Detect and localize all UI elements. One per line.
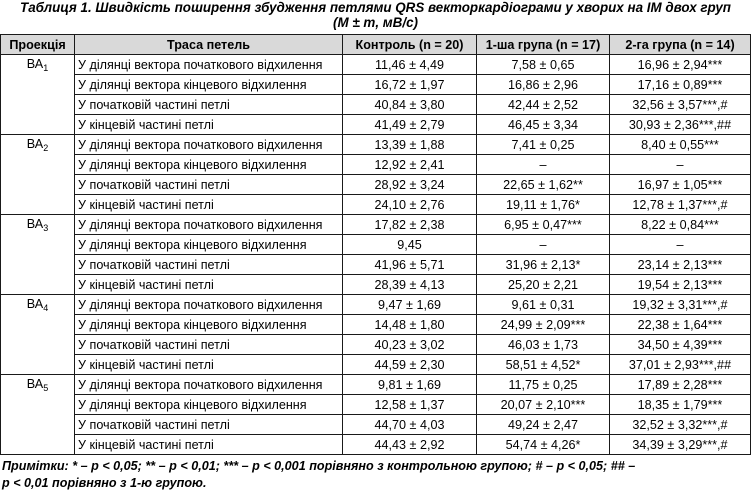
table-row [1,155,751,175]
projection-name: ВА [26,57,44,71]
table-row [1,75,751,95]
control-cell: 44,43 ± 2,92 [343,435,477,455]
trace-cell: У ділянці вектора початкового відхилення [75,55,343,75]
trace-cell: У початковій частині петлі [75,335,343,355]
control-cell: 28,39 ± 4,13 [343,275,477,295]
control-cell: 40,23 ± 3,02 [343,335,477,355]
control-cell: 41,49 ± 2,79 [343,115,477,135]
control-cell: 9,45 [343,235,477,255]
control-cell: 12,92 ± 2,41 [343,155,477,175]
group1-cell: 7,58 ± 0,65 [477,55,610,75]
group1-cell: 49,24 ± 2,47 [477,415,610,435]
projection-subscript: 2 [43,143,49,153]
column-header-group1: 1-ша група (n = 17) [477,35,610,55]
projection-subscript: 4 [43,303,49,313]
trace-cell: У ділянці вектора кінцевого відхилення [75,235,343,255]
group2-cell: 34,50 ± 4,39*** [610,335,751,355]
table-title [0,0,751,30]
group1-cell: 22,65 ± 1,62** [477,175,610,195]
projection-name: ВА [26,137,44,151]
group2-cell: 30,93 ± 2,36***,## [610,115,751,135]
table-row [1,355,751,375]
projection-cell [1,295,75,375]
column-header-projection: Проекція [1,35,75,55]
control-cell: 28,92 ± 3,24 [343,175,477,195]
control-cell: 9,81 ± 1,69 [343,375,477,395]
trace-cell: У кінцевій частині петлі [75,275,343,295]
table-row [1,435,751,455]
control-cell: 40,84 ± 3,80 [343,95,477,115]
group2-cell: – [610,235,751,255]
trace-cell: У кінцевій частині петлі [75,435,343,455]
trace-cell: У ділянці вектора початкового відхилення [75,215,343,235]
projection-name: ВА [26,377,44,391]
projection-subscript: 1 [43,63,49,73]
trace-cell: У ділянці вектора початкового відхилення [75,135,343,155]
control-cell: 12,58 ± 1,37 [343,395,477,415]
group2-cell: 16,96 ± 2,94*** [610,55,751,75]
group2-cell: 17,16 ± 0,89*** [610,75,751,95]
trace-cell: У ділянці вектора кінцевого відхилення [75,75,343,95]
table-title-line1: Таблиця 1. Швидкість поширення збудження петлями QRS векторкардіограми у хворих на ІМ двох груп [20,0,731,15]
projection-name: ВА [26,297,44,311]
table-row [1,375,751,395]
table-row [1,115,751,135]
trace-cell: У кінцевій частині петлі [75,115,343,135]
control-cell: 17,82 ± 2,38 [343,215,477,235]
table-row [1,55,751,75]
projection-subscript: 3 [43,223,49,233]
trace-cell: У ділянці вектора початкового відхилення [75,375,343,395]
group2-cell: 8,40 ± 0,55*** [610,135,751,155]
trace-cell: У ділянці вектора початкового відхилення [75,295,343,315]
column-header-trace: Траса петель [75,35,343,55]
control-cell: 11,46 ± 4,49 [343,55,477,75]
table-notes [2,458,747,492]
group1-cell: 24,99 ± 2,09*** [477,315,610,335]
group2-cell: 18,35 ± 1,79*** [610,395,751,415]
table-row [1,275,751,295]
group2-cell: 32,52 ± 3,32***,# [610,415,751,435]
group1-cell: 19,11 ± 1,76* [477,195,610,215]
trace-cell: У початковій частині петлі [75,175,343,195]
table-title-line2: (M ± m, мВ/с) [333,15,418,30]
table-row [1,215,751,235]
group1-cell: 31,96 ± 2,13* [477,255,610,275]
control-cell: 24,10 ± 2,76 [343,195,477,215]
trace-cell: У кінцевій частині петлі [75,355,343,375]
table-header-row [1,35,751,55]
trace-cell: У ділянці вектора кінцевого відхилення [75,315,343,335]
trace-cell: У початковій частині петлі [75,95,343,115]
table-row [1,415,751,435]
table-body [1,55,751,455]
group1-cell: 46,03 ± 1,73 [477,335,610,355]
control-cell: 44,59 ± 2,30 [343,355,477,375]
control-cell: 13,39 ± 1,88 [343,135,477,155]
projection-cell [1,215,75,295]
group2-cell: 22,38 ± 1,64*** [610,315,751,335]
table-notes-line1: Примітки: * – p < 0,05; ** – p < 0,01; *** – p < 0,001 порівняно з контрольною групою; # – p < 0,05; ## – [2,459,636,473]
column-header-control: Контроль (n = 20) [343,35,477,55]
table-row [1,335,751,355]
trace-cell: У початковій частині петлі [75,415,343,435]
table-notes-line2: p < 0,01 порівняно з 1-ю групою. [2,476,207,490]
group2-cell: 12,78 ± 1,37***,# [610,195,751,215]
group1-cell: 16,86 ± 2,96 [477,75,610,95]
table-row [1,255,751,275]
data-table [0,34,751,455]
group1-cell: 54,74 ± 4,26* [477,435,610,455]
projection-subscript: 5 [43,383,49,393]
group1-cell: 9,61 ± 0,31 [477,295,610,315]
group2-cell: 17,89 ± 2,28*** [610,375,751,395]
group1-cell: 6,95 ± 0,47*** [477,215,610,235]
table-row [1,135,751,155]
table-row [1,295,751,315]
control-cell: 14,48 ± 1,80 [343,315,477,335]
group1-cell: 58,51 ± 4,52* [477,355,610,375]
group2-cell: 19,54 ± 2,13*** [610,275,751,295]
table-row [1,195,751,215]
control-cell: 9,47 ± 1,69 [343,295,477,315]
control-cell: 16,72 ± 1,97 [343,75,477,95]
table-row [1,235,751,255]
projection-cell [1,375,75,455]
group1-cell: – [477,235,610,255]
trace-cell: У початковій частині петлі [75,255,343,275]
group1-cell: 7,41 ± 0,25 [477,135,610,155]
group1-cell: 42,44 ± 2,52 [477,95,610,115]
group2-cell: 32,56 ± 3,57***,# [610,95,751,115]
control-cell: 41,96 ± 5,71 [343,255,477,275]
group2-cell: 19,32 ± 3,31***,# [610,295,751,315]
group2-cell: 8,22 ± 0,84*** [610,215,751,235]
group1-cell: 25,20 ± 2,21 [477,275,610,295]
projection-cell [1,135,75,215]
group2-cell: 16,97 ± 1,05*** [610,175,751,195]
trace-cell: У ділянці вектора кінцевого відхилення [75,155,343,175]
group2-cell: 34,39 ± 3,29***,# [610,435,751,455]
group2-cell: 37,01 ± 2,93***,## [610,355,751,375]
group1-cell: 20,07 ± 2,10*** [477,395,610,415]
table-row [1,95,751,115]
table-row [1,395,751,415]
column-header-group2: 2-га група (n = 14) [610,35,751,55]
control-cell: 44,70 ± 4,03 [343,415,477,435]
projection-name: ВА [26,217,44,231]
projection-cell [1,55,75,135]
table-row [1,175,751,195]
group1-cell: – [477,155,610,175]
table-row [1,315,751,335]
group2-cell: – [610,155,751,175]
group2-cell: 23,14 ± 2,13*** [610,255,751,275]
trace-cell: У ділянці вектора кінцевого відхилення [75,395,343,415]
group1-cell: 11,75 ± 0,25 [477,375,610,395]
trace-cell: У кінцевій частині петлі [75,195,343,215]
group1-cell: 46,45 ± 3,34 [477,115,610,135]
